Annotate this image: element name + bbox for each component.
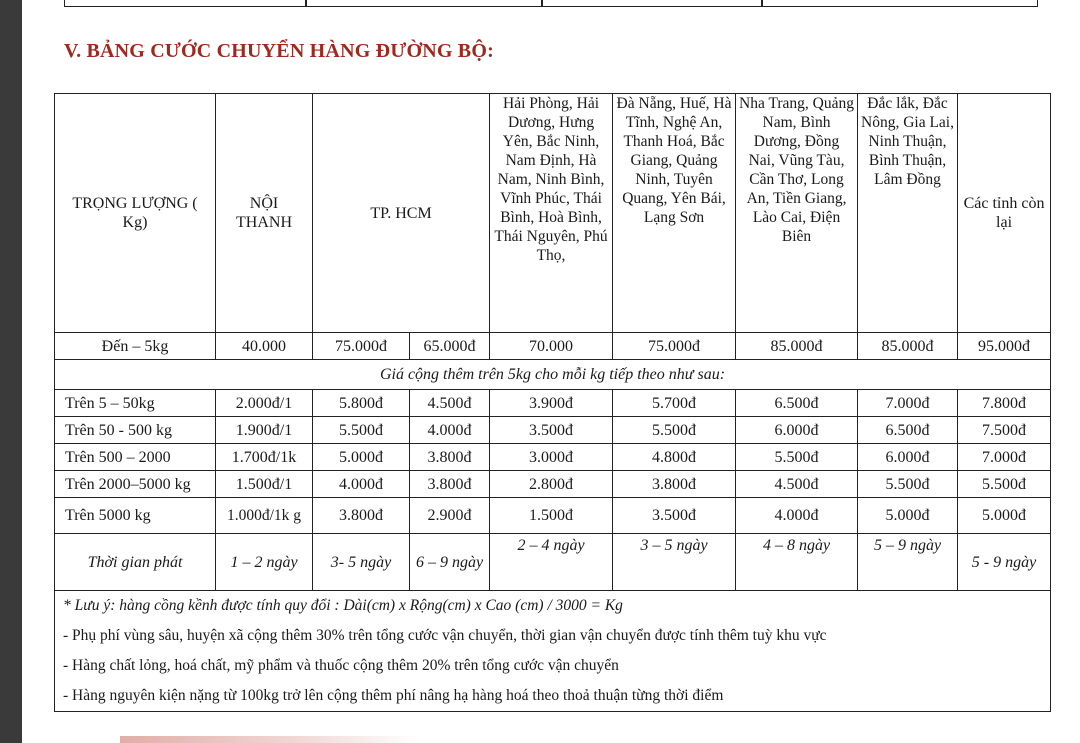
- cell: 3 – 5 ngày: [613, 534, 736, 591]
- note-line: - Phụ phí vùng sâu, huyện xã cộng thêm 30% trên tổng cước vận chuyển, thời gian vận chuyển được tính thêm tuỳ khu vực: [63, 627, 827, 644]
- section-title: V. BẢNG CƯỚC CHUYỂN HÀNG ĐƯỜNG BỘ:: [64, 40, 494, 62]
- row-label: Trên 5 – 50kg: [55, 390, 216, 417]
- cell: 6.500đ: [858, 417, 958, 444]
- cell: 5.000đ: [858, 498, 958, 534]
- cell: 75.000đ: [613, 333, 736, 360]
- next-heading-fragment: [120, 736, 420, 743]
- row-label: Trên 2000–5000 kg: [55, 471, 216, 498]
- cell: 3.800đ: [613, 471, 736, 498]
- cell: 3- 5 ngày: [313, 534, 410, 591]
- table-row: [55, 498, 1051, 534]
- row-label: Đến – 5kg: [55, 333, 216, 360]
- notes-row: [55, 591, 1051, 712]
- table-row: [55, 390, 1051, 417]
- cell: 6.500đ: [736, 390, 858, 417]
- cell: 3.000đ: [490, 444, 613, 471]
- note-line: - Hàng nguyên kiện nặng từ 100kg trở lên cộng thêm phí nâng hạ hàng hoá theo thoả thuận từng thời điểm: [63, 687, 724, 704]
- cell: 95.000đ: [958, 333, 1051, 360]
- road-freight-rate-table: [54, 93, 1051, 712]
- cell: 1.500đ/1: [216, 471, 313, 498]
- cell: 3.800đ: [313, 498, 410, 534]
- cell: 2 – 4 ngày: [490, 534, 613, 591]
- notes: [55, 591, 1051, 712]
- cell: 3.800đ: [410, 471, 490, 498]
- header-row: [55, 94, 1051, 333]
- dest-central-header: Đà Nẵng, Huế, Hà Tĩnh, Nghệ An, Thanh Hoá, Bắc Giang, Quảng Ninh, Tuyên Quang, Yên Bái, Lạng Sơn: [613, 94, 736, 333]
- cell: 70.000: [490, 333, 613, 360]
- previous-table-bottom: [64, 0, 1038, 7]
- row-label: Trên 500 – 2000: [55, 444, 216, 471]
- rest-provinces-header: Các tỉnh còn lại: [958, 94, 1051, 333]
- row-label: Trên 5000 kg: [55, 498, 216, 534]
- cell: 4.800đ: [613, 444, 736, 471]
- cell: 65.000đ: [410, 333, 490, 360]
- cell: 4.500đ: [410, 390, 490, 417]
- row-label: Trên 50 - 500 kg: [55, 417, 216, 444]
- cell: 2.900đ: [410, 498, 490, 534]
- cell: 1.900đ/1: [216, 417, 313, 444]
- cell: 5.700đ: [613, 390, 736, 417]
- note-line: * Lưu ý: hàng cồng kềnh được tính quy đổi : Dài(cm) x Rộng(cm) x Cao (cm) / 3000 = Kg: [63, 597, 623, 614]
- note-line: - Hàng chất lỏng, hoá chất, mỹ phẩm và thuốc cộng thêm 20% trên tổng cước vận chuyển: [63, 657, 619, 674]
- table-row: [55, 471, 1051, 498]
- cell: 3.900đ: [490, 390, 613, 417]
- cell: 5.500đ: [858, 471, 958, 498]
- cell: 7.500đ: [958, 417, 1051, 444]
- cell: 5 – 9 ngày: [858, 534, 958, 591]
- dest-highlands-header: Đắc lắk, Đắc Nông, Gia Lai, Ninh Thuận, Bình Thuận, Lâm Đồng: [858, 94, 958, 333]
- dest-north-header: Hải Phòng, Hải Dương, Hưng Yên, Bắc Ninh, Nam Định, Hà Nam, Ninh Bình, Vĩnh Phúc, Thái Bình, Hoà Bình, Thái Nguyên, Phú Thọ,: [490, 94, 613, 333]
- cell: 1 – 2 ngày: [216, 534, 313, 591]
- cell: 2.000đ/1: [216, 390, 313, 417]
- cell: 1.000đ/1k g: [216, 498, 313, 534]
- delivery-time-row: [55, 534, 1051, 591]
- extra-note: Giá cộng thêm trên 5kg cho mỗi kg tiếp theo như sau:: [55, 360, 1051, 390]
- cell: 5.000đ: [958, 498, 1051, 534]
- cell: 4 – 8 ngày: [736, 534, 858, 591]
- cell: 85.000đ: [858, 333, 958, 360]
- cell: 4.500đ: [736, 471, 858, 498]
- cell: 3.500đ: [490, 417, 613, 444]
- cell: 75.000đ: [313, 333, 410, 360]
- base-rate-row: [55, 333, 1051, 360]
- cell: 6 – 9 ngày: [410, 534, 490, 591]
- cell: 3.500đ: [613, 498, 736, 534]
- cell: 5.500đ: [313, 417, 410, 444]
- cell: 5.500đ: [613, 417, 736, 444]
- weight-header: TRỌNG LƯỢNG ( Kg): [55, 94, 216, 333]
- cell: 1.500đ: [490, 498, 613, 534]
- cell: 5.500đ: [736, 444, 858, 471]
- page-edge: [0, 0, 22, 743]
- cell: 3.800đ: [410, 444, 490, 471]
- row-label: Thời gian phát: [55, 534, 216, 591]
- cell: 4.000đ: [410, 417, 490, 444]
- cell: 6.000đ: [736, 417, 858, 444]
- cell: 7.000đ: [958, 444, 1051, 471]
- inner-city-header: NỘI THANH: [216, 94, 313, 333]
- cell: 2.800đ: [490, 471, 613, 498]
- cell: 6.000đ: [858, 444, 958, 471]
- dest-south-header: Nha Trang, Quảng Nam, Bình Dương, Đồng Nai, Vũng Tàu, Cần Thơ, Long An, Tiền Giang, Lào Cai, Điện Biên: [736, 94, 858, 333]
- cell: 4.000đ: [313, 471, 410, 498]
- cell: 1.700đ/1k: [216, 444, 313, 471]
- cell: 7.000đ: [858, 390, 958, 417]
- cell: 5.800đ: [313, 390, 410, 417]
- cell: 85.000đ: [736, 333, 858, 360]
- cell: 5.500đ: [958, 471, 1051, 498]
- extra-note-row: [55, 360, 1051, 390]
- cell: 5.000đ: [313, 444, 410, 471]
- table-row: [55, 417, 1051, 444]
- table-row: [55, 444, 1051, 471]
- cell: 5 - 9 ngày: [958, 534, 1051, 591]
- cell: 4.000đ: [736, 498, 858, 534]
- cell: 40.000: [216, 333, 313, 360]
- cell: 7.800đ: [958, 390, 1051, 417]
- hcm-header: TP. HCM: [313, 94, 490, 333]
